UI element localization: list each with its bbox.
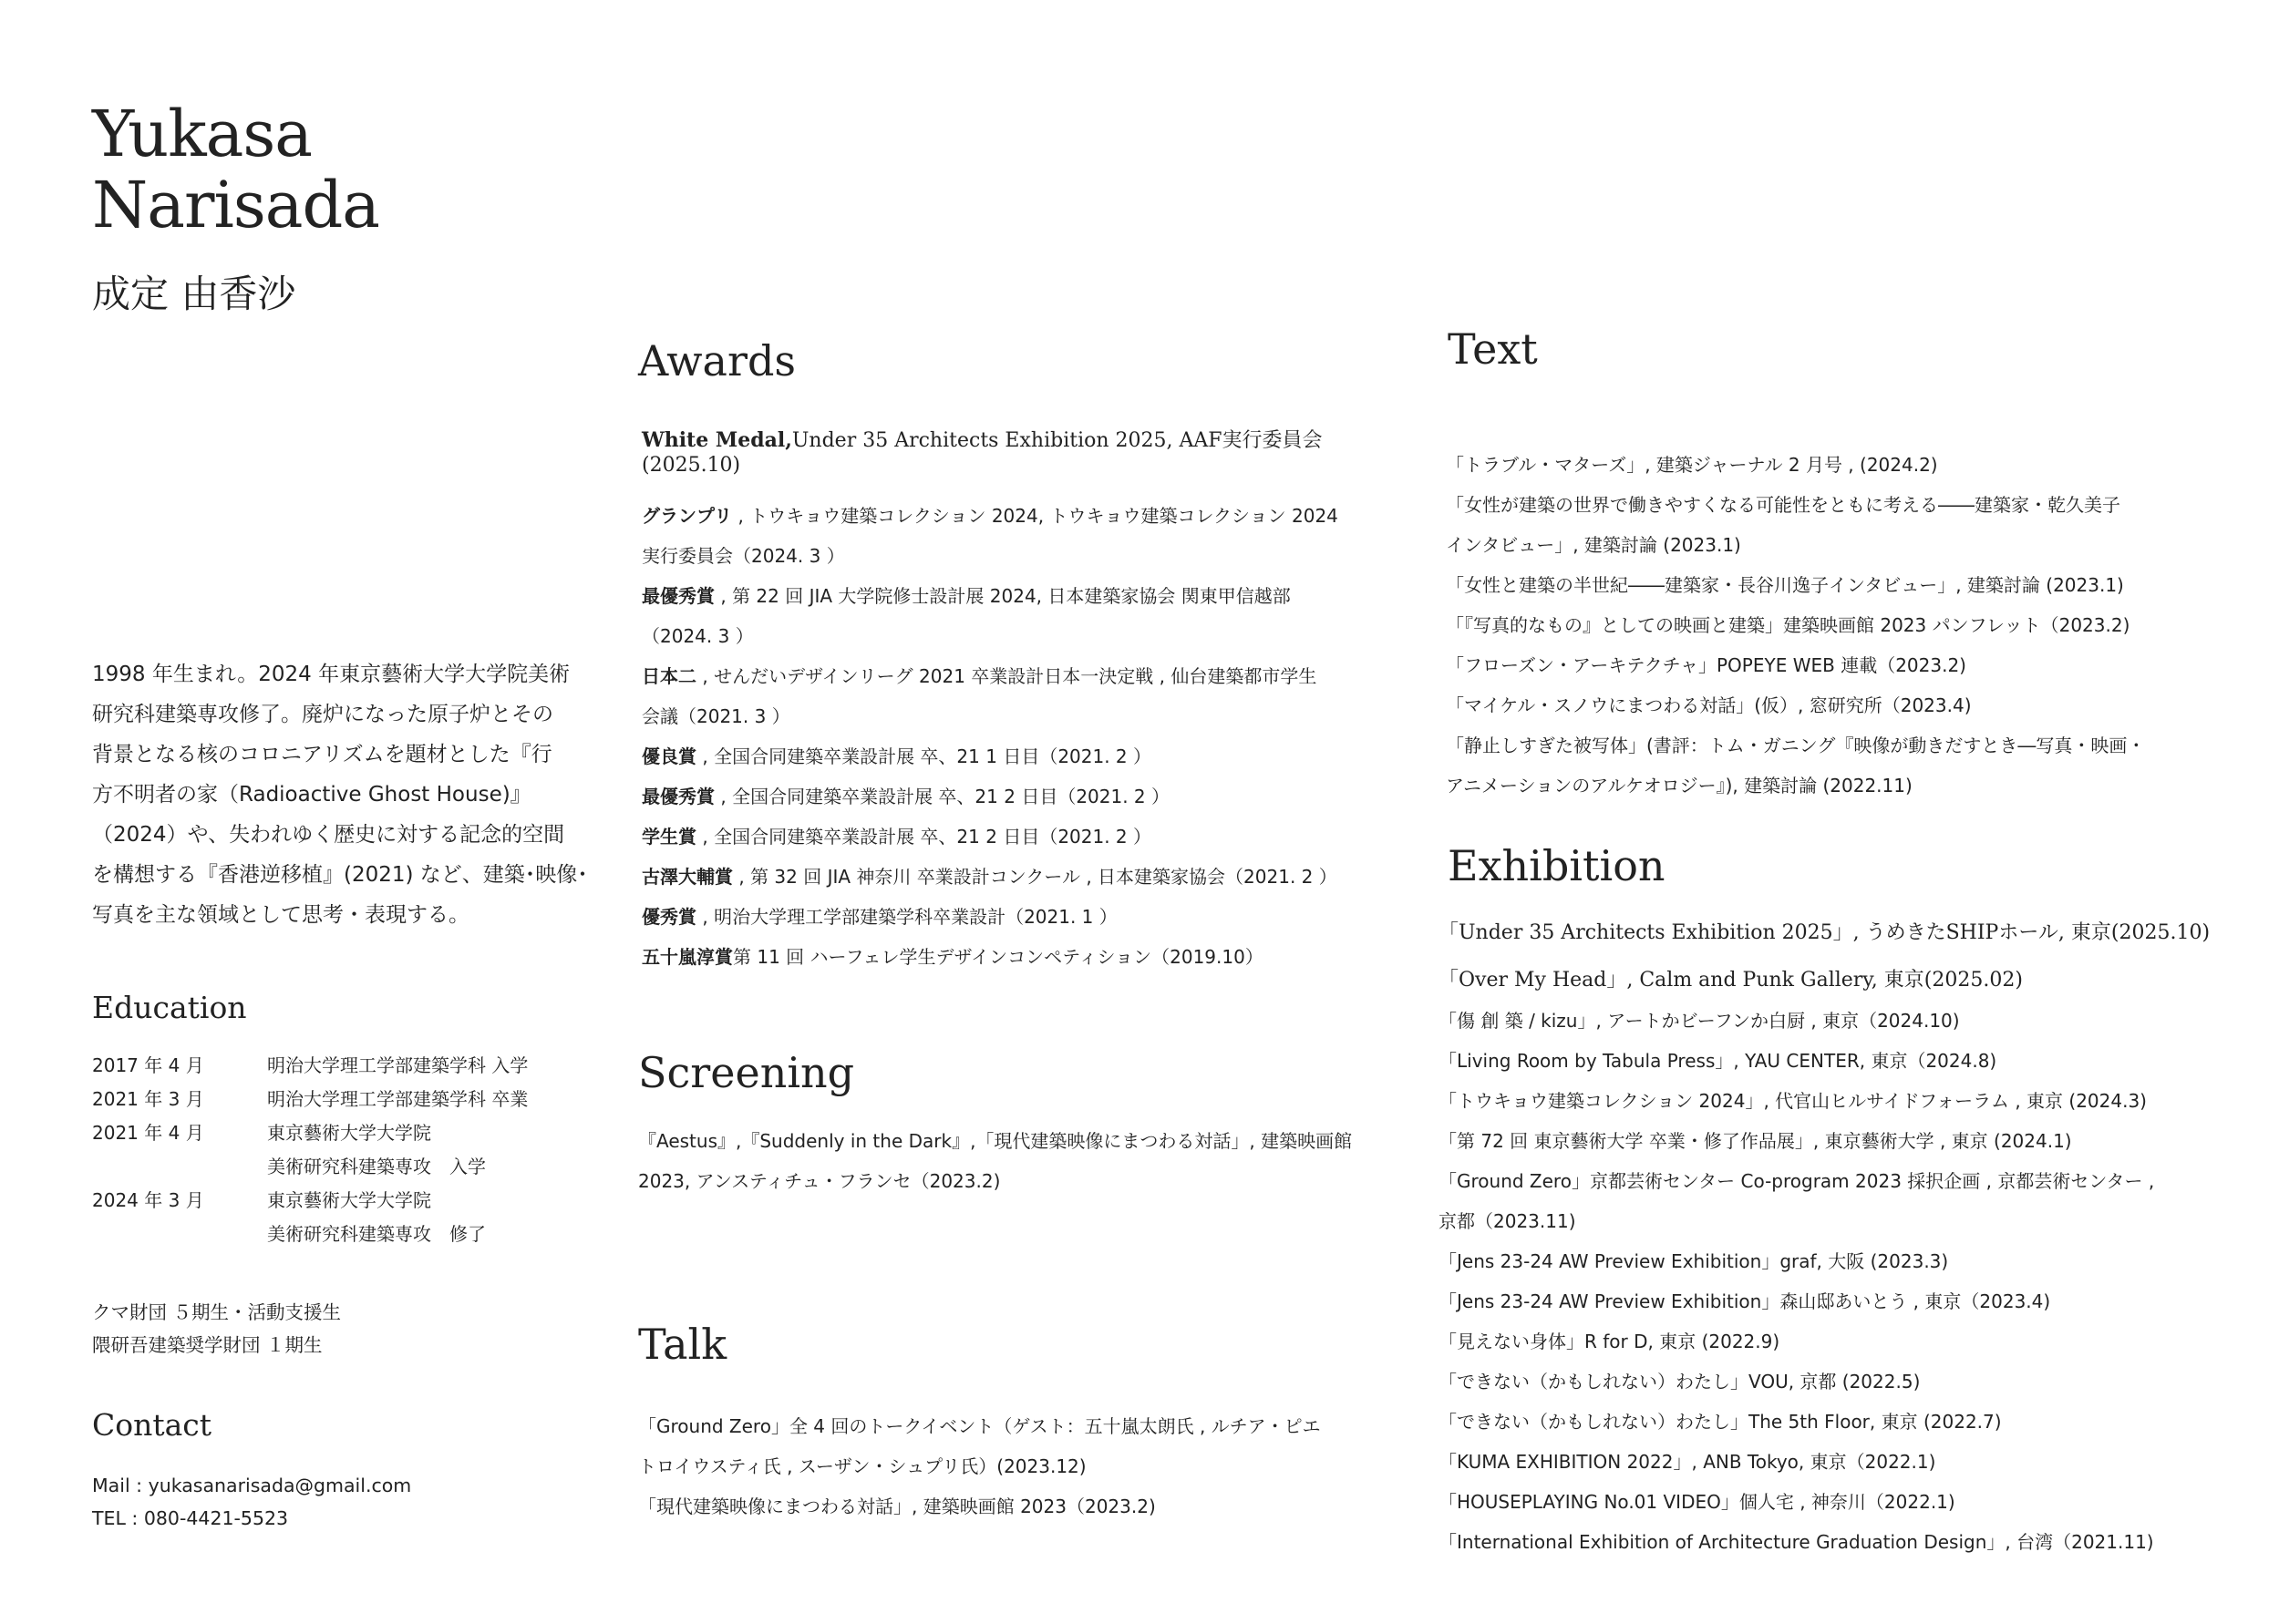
award-item xyxy=(642,742,1151,768)
education-date: 2024 年 3 月 xyxy=(92,1189,204,1211)
screening-line: 『Aestus』,『Suddenly in the Dark』,「現代建築映像にまつわる対話」, 建築映画館 xyxy=(638,1130,1353,1152)
contact-email[interactable]: Mail : yukasanarisada@gmail.com xyxy=(92,1475,412,1496)
exhibition-line: 「第 72 回 東京藝術大学 卒業・修了作品展」, 東京藝術大学 , 東京 (2024.1) xyxy=(1439,1130,2072,1152)
award-name: 優秀賞 xyxy=(642,906,696,928)
profile-name-kanji: 成定 由香沙 xyxy=(92,272,296,316)
exhibition-line: 「できない（かもしれない）わたし」VOU, 京都 (2022.5) xyxy=(1439,1371,1921,1393)
award-item xyxy=(642,862,1337,889)
award-detail: , 全国合同建築卒業設計展 卒、21 2 日目（2021. 2 ） xyxy=(696,826,1152,848)
award-detail: Under 35 Architects Exhibition 2025, AAF実行委員会 xyxy=(791,429,1323,452)
award-item-cont: 実行委員会（2024. 3 ） xyxy=(642,545,845,567)
education-desc: 東京藝術大学大学院 xyxy=(267,1189,431,1211)
talk-list xyxy=(638,1406,1321,1526)
award-item xyxy=(642,942,1263,969)
education-date: 2017 年 4 月 xyxy=(92,1054,204,1076)
exhibition-line: 「できない（かもしれない）わたし」The 5th Floor, 東京 (2022.7) xyxy=(1439,1411,2002,1433)
text-line: 「フローズン・アーキテクチャ」POPEYE WEB 連載（2023.2) xyxy=(1446,654,1966,676)
talk-heading: Talk xyxy=(638,1320,727,1369)
award-item-cont: （2024. 3 ） xyxy=(642,625,754,647)
screening-heading: Screening xyxy=(638,1048,855,1097)
award-name: 日本二 xyxy=(642,665,696,687)
talk-line: 「現代建築映像にまつわる対話」, 建築映画館 2023（2023.2) xyxy=(638,1496,1156,1517)
award-detail: , 明治大学理工学部建築学科卒業設計（2021. 1 ） xyxy=(696,906,1118,928)
education-list xyxy=(92,1051,603,1260)
award-item-cont: 会議（2021. 3 ） xyxy=(642,705,790,727)
award-name: White Medal, xyxy=(642,428,792,452)
foundation-line: クマ財団 ５期生・活動支援生 xyxy=(92,1301,342,1323)
text-line: 「女性と建築の半世紀――建築家・長谷川逸子インタビュー」, 建築討論 (2023.1) xyxy=(1446,574,2124,596)
award-name: 最優秀賞 xyxy=(642,786,715,807)
bio-line: 方不明者の家（Radioactive Ghost House)』 xyxy=(92,783,531,807)
award-name: 五十嵐淳賞 xyxy=(642,946,733,968)
foundation-line: 隈研吾建築奨学財団 １期生 xyxy=(92,1334,323,1356)
award-detail: , せんだいデザインリーグ 2021 卒業設計日本一決定戦 , 仙台建築都市学生 xyxy=(696,665,1317,687)
award-detail: , 全国合同建築卒業設計展 卒、21 1 日目（2021. 2 ） xyxy=(696,745,1152,767)
exhibition-line: 「HOUSEPLAYING No.01 VIDEO」個人宅 , 神奈川（2022.1) xyxy=(1439,1491,1955,1513)
foundations xyxy=(92,1296,341,1362)
award-detail: , 第 32 回 JIA 神奈川 卒業設計コンクール , 日本建築家協会（2021. 2 ） xyxy=(733,866,1337,888)
award-name: 最優秀賞 xyxy=(642,585,715,607)
talk-line: トロイウスティ氏 , スーザン・シュプリ氏）(2023.12) xyxy=(638,1455,1087,1477)
biography xyxy=(92,654,603,935)
exhibition-line: 「見えない身体」R for D, 東京 (2022.9) xyxy=(1439,1331,1780,1352)
education-desc: 美術研究科建築専攻 入学 xyxy=(267,1156,486,1177)
exhibition-line: 「International Exhibition of Architecture Graduation Design」, 台湾（2021.11) xyxy=(1439,1531,2154,1553)
education-desc: 美術研究科建築専攻 修了 xyxy=(267,1223,486,1245)
text-line: 「『写真的なもの』としての映画と建築」建築映画館 2023 パンフレット（2023.2) xyxy=(1446,614,2130,636)
contact-phone[interactable]: TEL : 080-4421-5523 xyxy=(92,1507,289,1529)
awards-list xyxy=(642,421,1426,977)
text-line: インタビュー」, 建築討論 (2023.1) xyxy=(1446,534,1741,556)
bio-line: を構想する『香港逆移植』(2021) など、建築･映像･ xyxy=(92,863,588,887)
award-name: 優良賞 xyxy=(642,745,696,767)
bio-line: 背景となる核のコロニアリズムを題材とした『行 xyxy=(92,743,552,766)
exhibition-line: 「Over My Head」, Calm and Punk Gallery, 東京(2025.02) xyxy=(1439,969,2023,992)
exhibition-heading: Exhibition xyxy=(1448,841,1665,890)
education-desc: 明治大学理工学部建築学科 入学 xyxy=(267,1054,529,1076)
text-heading: Text xyxy=(1448,324,1538,374)
contact-heading: Contact xyxy=(92,1407,212,1443)
award-name: 古澤大輔賞 xyxy=(642,866,733,888)
screening-line: 2023, アンスティチュ・フランセ（2023.2) xyxy=(638,1170,1001,1192)
text-line: アニメーションのアルケオロジー』), 建築討論 (2022.11) xyxy=(1446,775,1913,797)
award-item-cont: (2025.10) xyxy=(642,454,741,477)
bio-line: 1998 年生まれ。2024 年東京藝術大学大学院美術 xyxy=(92,663,571,686)
exhibition-line: 「Jens 23-24 AW Preview Exhibition」森山邸あいとう , 東京（2023.4) xyxy=(1439,1290,2051,1312)
award-item xyxy=(642,822,1151,848)
award-name: グランプリ xyxy=(642,505,733,527)
name-line-2: Narisada xyxy=(92,168,380,242)
award-item xyxy=(642,902,1118,929)
exhibition-list xyxy=(1439,917,2259,1555)
screening-list xyxy=(638,1121,1352,1201)
talk-line: 「Ground Zero」全 4 回のトークイベント（ゲスト：五十嵐太朗氏 , ルチア・ピエ xyxy=(638,1415,1321,1437)
award-detail: , 第 22 回 JIA 大学院修士設計展 2024, 日本建築家協会 関東甲信越部 xyxy=(715,585,1291,607)
exhibition-line: 「Living Room by Tabula Press」, YAU CENTER, 東京（2024.8) xyxy=(1439,1050,1997,1072)
award-detail: , トウキョウ建築コレクション 2024, トウキョウ建築コレクション 2024 xyxy=(732,505,1338,527)
bio-line: 研究科建築専攻修了。廃炉になった原子炉とその xyxy=(92,703,553,726)
award-item xyxy=(642,662,1316,688)
award-item xyxy=(642,782,1170,808)
exhibition-line: 「Ground Zero」京都芸術センター Co-program 2023 採択企画 , 京都芸術センター , xyxy=(1439,1170,2155,1192)
award-detail: 第 11 回 ハーフェレ学生デザインコンペティション（2019.10） xyxy=(733,946,1263,968)
exhibition-line: 「Under 35 Architects Exhibition 2025」, うめきたSHIPホール, 東京(2025.10) xyxy=(1439,921,2211,944)
exhibition-line: 「Jens 23-24 AW Preview Exhibition」graf, 大阪 (2023.3) xyxy=(1439,1250,1949,1272)
bio-line: （2024）や、失われゆく歴史に対する記念的空間 xyxy=(92,823,565,847)
education-desc: 東京藝術大学大学院 xyxy=(267,1122,431,1144)
award-detail: , 全国合同建築卒業設計展 卒、21 2 日目（2021. 2 ） xyxy=(715,786,1170,807)
text-line: 「静止しすぎた被写体」(書評：トム・ガニング『映像が動きだすとき―写真・映画・ xyxy=(1446,735,2146,756)
award-item xyxy=(642,425,1323,453)
contact-info xyxy=(92,1469,411,1535)
education-date: 2021 年 4 月 xyxy=(92,1122,204,1144)
award-item xyxy=(642,501,1338,528)
awards-heading: Awards xyxy=(638,336,796,385)
name-line-1: Yukasa xyxy=(92,97,313,171)
bio-line: 写真を主な領域として思考・表現する。 xyxy=(92,903,469,927)
exhibition-line: 「傷 創 築 / kizu」, アートかビーフンか白厨 , 東京（2024.10) xyxy=(1439,1010,1960,1032)
text-line: 「女性が建築の世界で働きやすくなる可能性をともに考える――建築家・乾久美子 xyxy=(1446,494,2120,516)
text-list xyxy=(1446,445,2145,806)
education-date: 2021 年 3 月 xyxy=(92,1088,204,1110)
exhibition-line: 京都（2023.11) xyxy=(1439,1210,1576,1232)
award-item xyxy=(642,581,1291,608)
exhibition-line: 「KUMA EXHIBITION 2022」, ANB Tokyo, 東京（2022.1) xyxy=(1439,1451,1936,1473)
text-line: 「マイケル・スノウにまつわる対話」(仮）, 窓研究所（2023.4) xyxy=(1446,694,1972,716)
award-name: 学生賞 xyxy=(642,826,696,848)
text-line: 「トラブル・マターズ」, 建築ジャーナル 2 月号 , (2024.2) xyxy=(1446,454,1938,476)
exhibition-line: 「トウキョウ建築コレクション 2024」, 代官山ヒルサイドフォーラム , 東京 (2024.3) xyxy=(1439,1090,2147,1112)
education-desc: 明治大学理工学部建築学科 卒業 xyxy=(267,1088,529,1110)
profile-name xyxy=(92,98,379,241)
education-heading: Education xyxy=(92,990,247,1025)
